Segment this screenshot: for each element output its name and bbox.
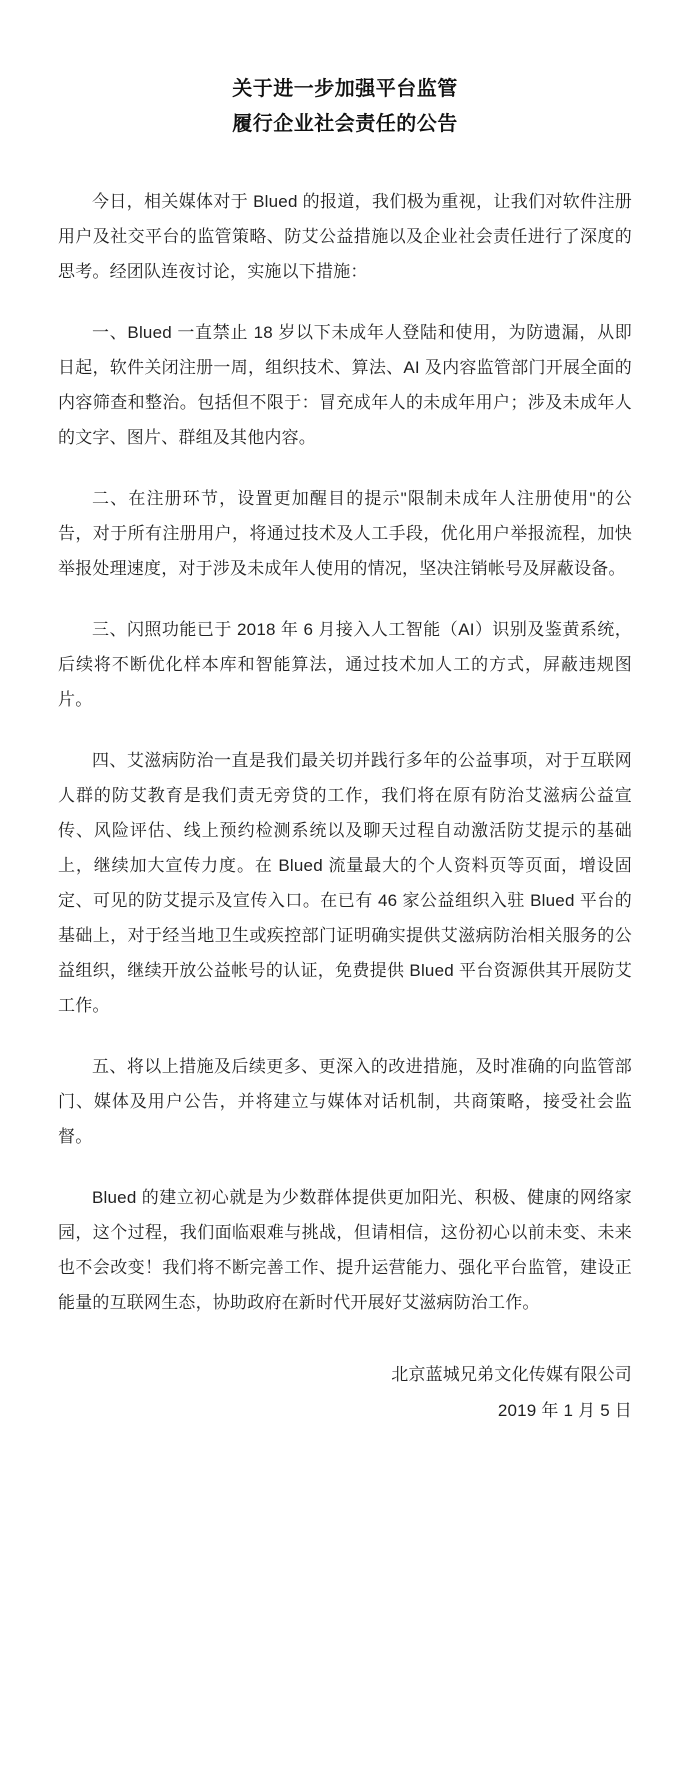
signature-date: 2019 年 1 月 5 日 <box>497 1401 632 1421</box>
signature-company: 北京蓝城兄弟文化传媒有限公司 <box>391 1365 632 1385</box>
paragraph-measure-3: 三、闪照功能已于 2018 年 6 月接入人工智能（AI）识别及鉴黄系统，后续将不断优化样本库和智能算法，通过技术加人工的方式，屏蔽违规图片。 <box>58 620 632 710</box>
paragraph-measure-1: 一、Blued 一直禁止 18 岁以下未成年人登陆和使用，为防遗漏，从即日起，软件关闭注册一周，组织技术、算法、AI 及内容监管部门开展全面的内容筛查和整治。包括但不限于：冒充成年人的未成年用户；涉及未成年人的文字、图片、群组及其他内容。 <box>58 323 632 448</box>
title-line-2: 履行企业社会责任的公告 <box>232 113 458 135</box>
paragraph-measure-5: 五、将以上措施及后续更多、更深入的改进措施，及时准确的向监管部门、媒体及用户公告，并将建立与媒体对话机制，共商策略，接受社会监督。 <box>58 1057 632 1147</box>
title-line-1: 关于进一步加强平台监管 <box>232 78 458 100</box>
paragraph-closing: Blued 的建立初心就是为少数群体提供更加阳光、积极、健康的网络家园，这个过程，我们面临艰难与挑战，但请相信，这份初心以前未变、未来也不会改变！我们将不断完善工作、提升运营能力、强化平台监管，建设正能量的互联网生态，协助政府在新时代开展好艾滋病防治工作。 <box>58 1188 632 1313</box>
paragraph-measure-2: 二、在注册环节，设置更加醒目的提示"限制未成年人注册使用"的公告，对于所有注册用户，将通过技术及人工手段，优化用户举报流程，加快举报处理速度，对于涉及未成年人使用的情况，坚决注销帐号及屏蔽设备。 <box>58 489 632 579</box>
signature-block <box>58 1358 632 1428</box>
paragraph-intro: 今日，相关媒体对于 Blued 的报道，我们极为重视，让我们对软件注册用户及社交平台的监管策略、防艾公益措施以及企业社会责任进行了深度的思考。经团队连夜讨论，实施以下措施： <box>58 192 632 282</box>
document-title <box>58 72 632 142</box>
paragraph-measure-4: 四、艾滋病防治一直是我们最关切并践行多年的公益事项，对于互联网人群的防艾教育是我们责无旁贷的工作，我们将在原有防治艾滋病公益宣传、风险评估、线上预约检测系统以及聊天过程自动激活防艾提示的基础上，继续加大宣传力度。在 Blued 流量最大的个人资料页等页面，增设固定、可见的防艾提示及宣传入口。在已有 46 家公益组织入驻 Blued 平台的基础上，对于经当地卫生或疾控部门证明确实提供艾滋病防治相关服务的公益组织，继续开放公益帐号的认证，免费提供 Blued 平台资源供其开展防艾工作。 <box>58 751 632 1016</box>
